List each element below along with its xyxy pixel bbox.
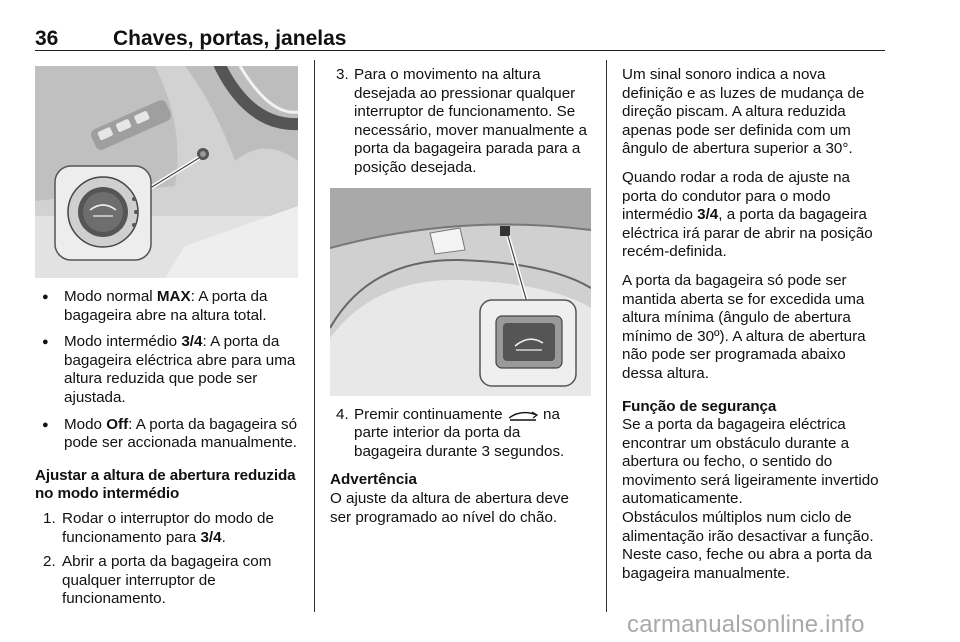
- list-item: ● Modo intermédio 3/4: A porta da bagageira eléctrica abre para uma altura reduzida que pode ser ajustada.: [35, 333, 298, 407]
- step-item: 4. Premir continuamente na parte interior da porta da bagageira durante 3 segundos.: [336, 405, 565, 460]
- column-divider-1: [314, 60, 315, 612]
- paragraph: A porta da bagageira só pode ser mantida aberta se for excedida uma altura mínima (ângulo de abertura mínimo de 30º). A altura de abertura não pode ser programada abaixo dessa altura.: [622, 271, 866, 382]
- step-item: 2. Abrir a porta da bagageira com qualquer interruptor de funcionamento.: [43, 553, 272, 608]
- watermark: carmanualsonline.info: [627, 611, 865, 638]
- section-heading: Função de segurança: [622, 397, 777, 415]
- column-3: [622, 66, 886, 583]
- step-item: 3. Para o movimento na altura desejada ao pressionar qualquer interruptor de funcionamento. Se necessário, mover manualmente a porta da bagageira parada para a posição desejada.: [336, 66, 587, 176]
- column-1: [35, 66, 298, 609]
- column-2: [330, 66, 591, 537]
- list-item: ● Modo Off: A porta da bagageira só pode ser accionada manualmente.: [35, 416, 298, 453]
- paragraph: Quando rodar a roda de ajuste na porta do condutor para o modo intermédio 3/4, a porta da bagageira eléctrica irá parar de abrir na posição recém-definida.: [622, 168, 873, 261]
- warning-title: Advertência: [330, 471, 417, 489]
- paragraph: Um sinal sonoro indica a nova definição e as luzes de mudança de direção piscam. A altura reduzida apenas pode ser definida com um ângulo de abertura superior a 30°.: [622, 66, 865, 158]
- tailgate-switch-figure: [330, 188, 591, 396]
- paragraph: Obstáculos múltiplos num ciclo de alimentação irão desactivar a função. Neste caso, feche ou abra a porta da bagageira manualmente.: [622, 509, 874, 582]
- section-heading: Ajustar a altura de abertura reduzida no modo intermédio: [35, 466, 296, 503]
- paragraph: Se a porta da bagageira eléctrica encontrar um obstáculo durante a abertura ou fecho, o sentido do movimento será ligeiramente invertido automaticamente.: [622, 416, 879, 508]
- list-item: ● Modo normal MAX: A porta da bagageira abre na altura total.: [35, 288, 298, 325]
- page-header: [35, 27, 885, 51]
- page-number: 36: [35, 27, 59, 50]
- tailgate-icon: [507, 408, 539, 422]
- header-rule: [35, 50, 885, 51]
- mode-list: [35, 288, 298, 453]
- step-item: 1. Rodar o interruptor do modo de funcionamento para 3/4.: [43, 509, 274, 546]
- column-divider-2: [606, 60, 607, 612]
- page-title: Chaves, portas, janelas: [113, 27, 347, 50]
- warning-text: O ajuste da altura de abertura deve ser programado ao nível do chão.: [330, 489, 569, 526]
- door-switch-figure: [35, 66, 298, 278]
